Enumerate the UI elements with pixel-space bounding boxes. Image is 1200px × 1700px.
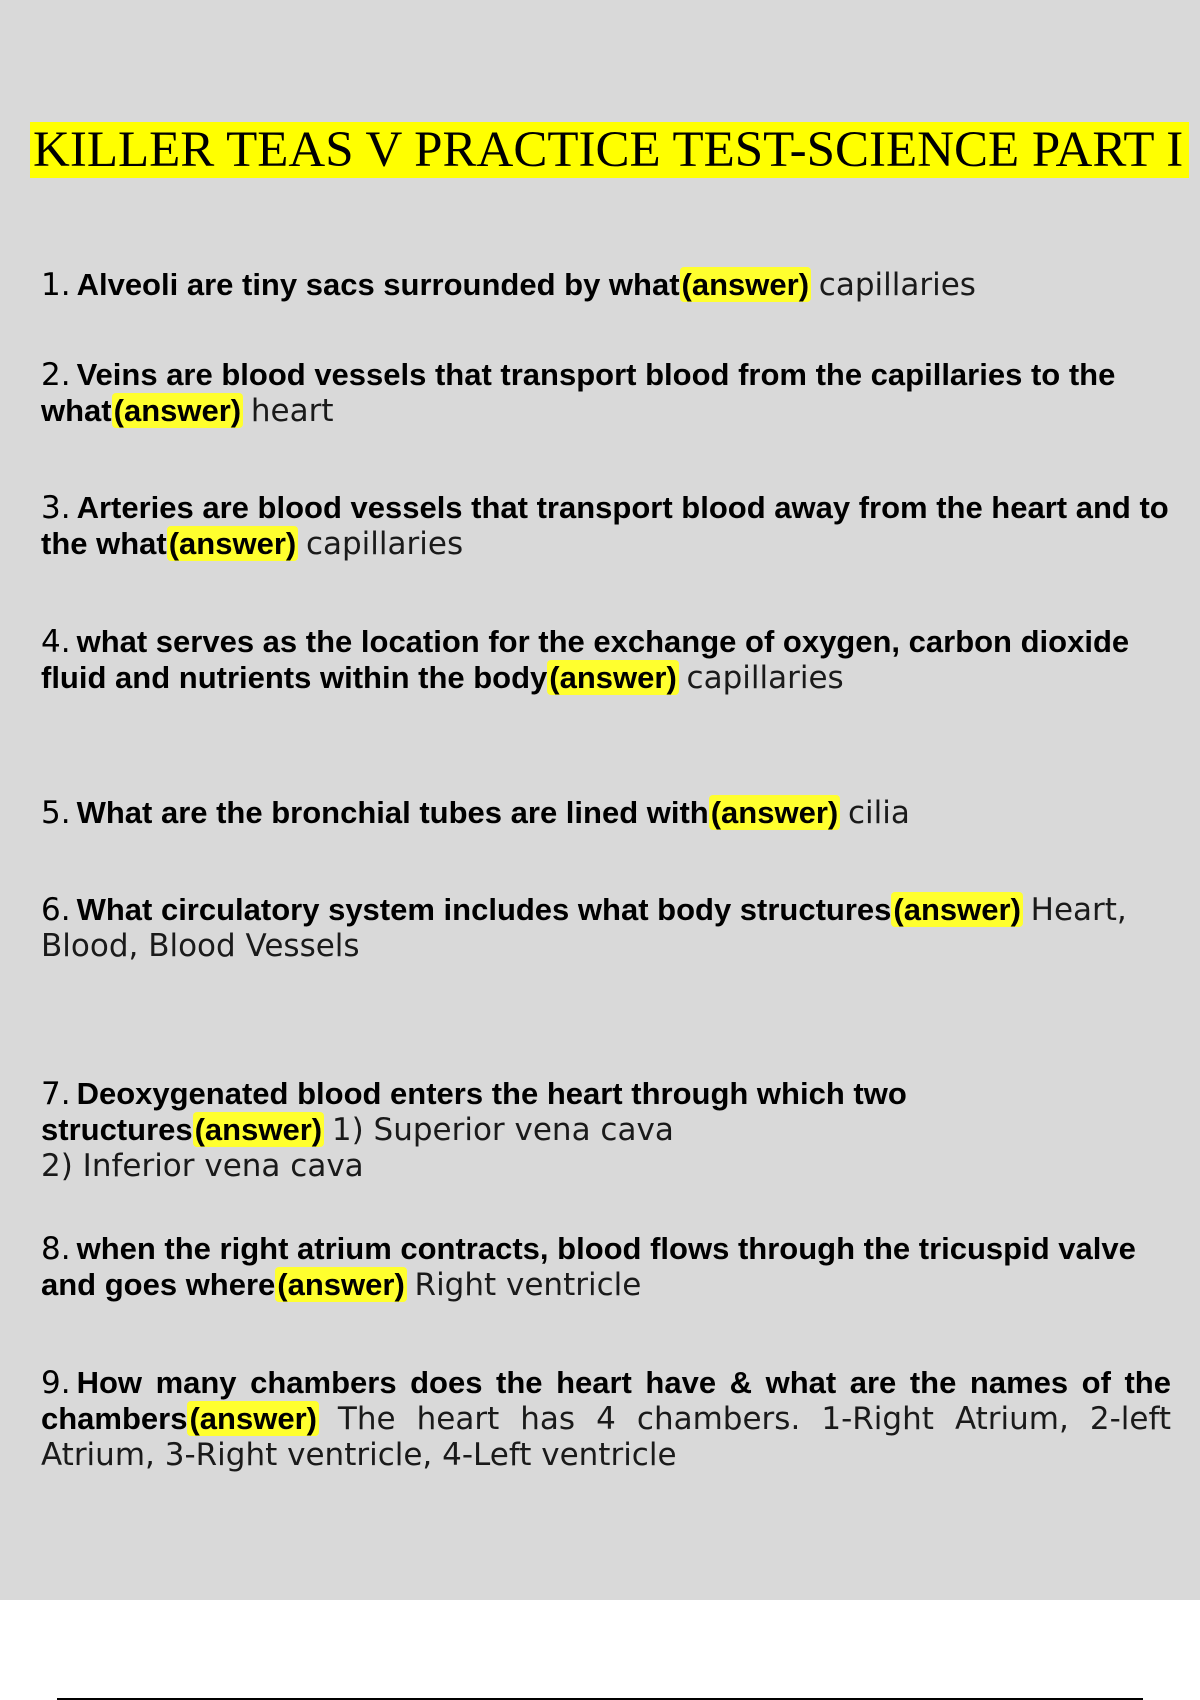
answer-tag: (answer): [681, 267, 810, 302]
question-item-9: [41, 1365, 1171, 1473]
question-text: when the right atrium contracts, blood flows through the tricuspid valve and goes where: [41, 1231, 1136, 1302]
answer-text: cilia: [847, 795, 910, 831]
question-number: 8.: [41, 1231, 71, 1267]
question-text: How many chambers does the heart have & what are the names of the chambers: [41, 1365, 1171, 1436]
answer-text: The heart has 4 chambers. 1-Right Atrium, 2-left Atrium, 3-Right ventricle, 4-Left ventricle: [41, 1401, 1172, 1473]
question-number: 7.: [41, 1076, 71, 1112]
question-text: Arteries are blood vessels that transport blood away from the heart and to the what: [41, 490, 1169, 561]
answer-text: capillaries: [686, 660, 844, 696]
question-item-5: [41, 795, 1171, 831]
question-item-4: [41, 624, 1171, 696]
question-item-3: [41, 490, 1171, 562]
answer-tag: (answer): [277, 1267, 405, 1302]
question-text: Alveoli are tiny sacs surrounded by what: [76, 267, 680, 302]
question-text: Veins are blood vessels that transport blood from the capillaries to the what: [41, 357, 1116, 428]
question-item-7: [41, 1076, 1171, 1184]
answer-text: capillaries: [305, 526, 464, 562]
question-number: 9.: [41, 1365, 71, 1401]
answer-tag: (answer): [549, 660, 677, 695]
question-number: 3.: [41, 490, 71, 526]
question-number: 2.: [41, 357, 71, 393]
answer-text: Right ventricle: [414, 1267, 642, 1303]
answer-text: 1) Superior vena cava: [331, 1112, 674, 1148]
question-number: 4.: [41, 624, 71, 660]
question-item-8: [41, 1231, 1171, 1303]
question-text: what serves as the location for the exchange of oxygen, carbon dioxide fluid and nutrients within the body: [41, 624, 1130, 695]
question-number: 1.: [41, 267, 71, 303]
question-text: What are the bronchial tubes are lined with: [76, 795, 709, 830]
answer-tag: (answer): [168, 526, 297, 561]
answer-tag: (answer): [189, 1401, 317, 1436]
question-text: Deoxygenated blood enters the heart through which two structures: [41, 1076, 907, 1147]
page-title: KILLER TEAS V PRACTICE TEST-SCIENCE PART I: [30, 122, 1189, 178]
answer-text-line-2: 2) Inferior vena cava: [41, 1148, 364, 1184]
answer-text: capillaries: [818, 267, 976, 303]
answer-text: heart: [250, 393, 334, 429]
answer-tag: (answer): [194, 1112, 323, 1147]
question-number: 6.: [41, 892, 71, 928]
answer-tag: (answer): [113, 393, 242, 428]
question-item-1: [41, 267, 1171, 303]
question-text: What circulatory system includes what body structures: [76, 892, 892, 927]
answer-tag: (answer): [710, 795, 839, 830]
question-item-6: [41, 892, 1171, 964]
answer-text: Heart, Blood, Blood Vessels: [41, 892, 1127, 964]
question-number: 5.: [41, 795, 71, 831]
answer-tag: (answer): [893, 892, 1021, 927]
question-item-2: [41, 357, 1171, 429]
